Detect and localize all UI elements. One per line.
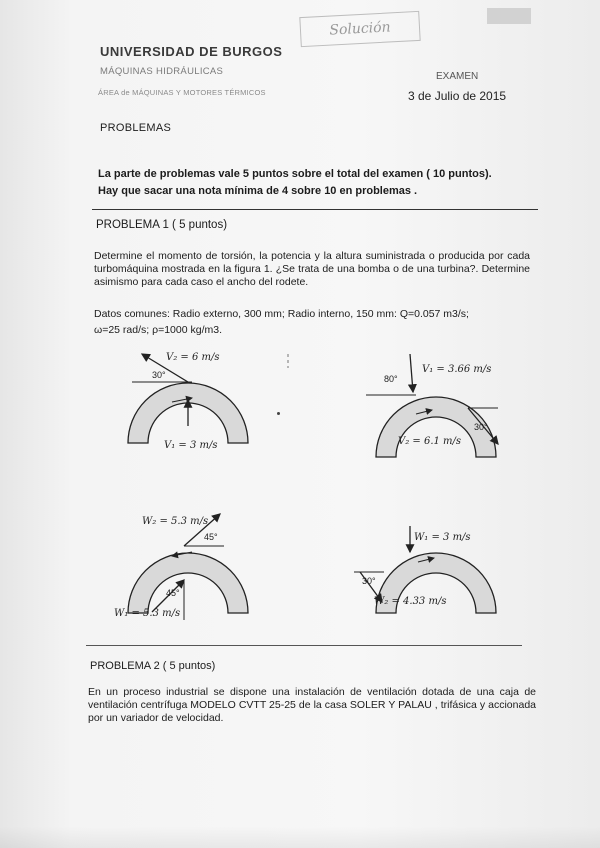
exam-label: EXAMEN (436, 71, 479, 82)
fig-tl-v1: V₁ = 3 m/s (164, 440, 218, 451)
intro-line-2: Hay que sacar una nota mínima de 4 sobre 10 en problemas . (98, 185, 418, 197)
problem1-data (94, 306, 530, 338)
fig-bl-angle2: 45° (166, 588, 180, 598)
problem2-statement: En un proceso industrial se dispone una instalación de ventilación dotada de una caja de ventilación centrífuga MODELO CVTT 25-25 de la casa SOLER Y PALAU , trifásica y accionada por un variador de velocidad. (88, 686, 536, 724)
fig-bl-w2: W₂ = 5.3 m/s (142, 516, 209, 527)
handwritten-note: Solución (299, 11, 420, 47)
fig-tl-v2: V₂ = 6 m/s (166, 352, 220, 363)
fig-br-w1: W₁ = 3 m/s (414, 532, 471, 543)
problem1-data-line-2: ω=25 rad/s; ρ=1000 kg/m3. (94, 324, 222, 336)
fig-tr-angle1: 80° (384, 374, 398, 384)
fig-bl-w1: W₁ = 5.3 m/s (114, 608, 181, 619)
page-edge-shadow (0, 826, 600, 848)
section-title: PROBLEMAS (100, 122, 172, 134)
problem1-title: PROBLEMA 1 ( 5 puntos) (96, 219, 228, 231)
intro-line-1: La parte de problemas vale 5 puntos sobre el total del examen ( 10 puntos). (98, 168, 492, 180)
intro-block (98, 166, 518, 200)
university-name: UNIVERSIDAD DE BURGOS (100, 44, 283, 59)
problem2-title: PROBLEMA 2 ( 5 puntos) (90, 660, 216, 672)
department-name: MÁQUINAS HIDRÁULICAS (100, 66, 224, 77)
figure-1 (80, 340, 520, 636)
problem1-data-line-1: Datos comunes: Radio externo, 300 mm; Radio interno, 150 mm: Q=0.057 m3/s; (94, 308, 469, 320)
fig-tr-angle2: 30° (474, 422, 488, 432)
fig-tr-v1: V₁ = 3.66 m/s (422, 364, 492, 375)
exam-date: 3 de Julio de 2015 (408, 89, 507, 103)
corner-mark (487, 8, 531, 24)
divider-2 (86, 645, 522, 646)
fig-tl-angle: 30° (152, 370, 166, 380)
area-name: ÁREA de MÁQUINAS Y MOTORES TÉRMICOS (98, 88, 266, 97)
impeller-top-right (366, 354, 498, 457)
impeller-bottom-left (114, 514, 248, 620)
problem1-statement: Determine el momento de torsión, la potencia y la altura suministrada o producida por cada turbomáquina mostrada en la figura 1. ¿Se trata de una bomba o de una turbina?. Determine asimismo para cada caso el ancho del rodete. (94, 250, 530, 288)
fig-tr-v2: V₂ = 6.1 m/s (398, 436, 462, 447)
fig-br-w2: W₂ = 4.33 m/s (374, 596, 447, 607)
fig-bl-angle1: 45° (204, 532, 218, 542)
divider-1 (92, 209, 538, 210)
impeller-top-left (128, 352, 248, 451)
impeller-bottom-right (354, 526, 496, 613)
fig-br-angle: 30° (362, 576, 376, 586)
